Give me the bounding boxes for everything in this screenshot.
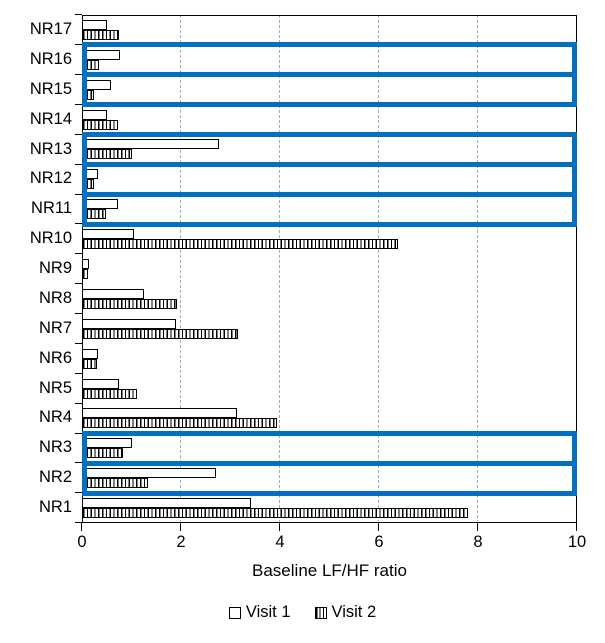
row-nr14 <box>82 105 577 135</box>
y-tick-9 <box>75 283 82 284</box>
y-tick-7 <box>75 223 82 224</box>
y-label-nr15: NR15 <box>29 79 72 98</box>
plot-area <box>82 15 577 523</box>
bar-visit1-nr14 <box>82 110 107 120</box>
y-tick-6 <box>75 194 82 195</box>
bar-visit2-nr8 <box>82 299 177 309</box>
row-nr3 <box>82 433 577 463</box>
y-label-nr10: NR10 <box>29 229 72 248</box>
bar-visit1-nr6 <box>82 349 98 359</box>
y-label-nr16: NR16 <box>29 49 72 68</box>
bar-visit1-nr7 <box>82 319 176 329</box>
row-nr2 <box>82 463 577 493</box>
bar-visit1-nr10 <box>82 229 134 239</box>
row-nr12 <box>82 164 577 194</box>
bar-visit1-nr1 <box>82 498 251 508</box>
y-label-nr8: NR8 <box>38 288 72 307</box>
bar-visit1-nr16 <box>82 50 120 60</box>
bar-visit2-nr6 <box>82 359 97 369</box>
bar-visit2-nr3 <box>82 448 123 458</box>
row-nr16 <box>82 45 577 75</box>
y-label-nr6: NR6 <box>38 348 72 367</box>
y-label-nr14: NR14 <box>29 109 72 128</box>
row-nr17 <box>82 15 577 45</box>
y-tick-2 <box>75 74 82 75</box>
y-label-nr3: NR3 <box>38 438 72 457</box>
bar-visit1-nr13 <box>82 139 219 149</box>
row-nr4 <box>82 403 577 433</box>
y-label-nr13: NR13 <box>29 139 72 158</box>
y-label-nr7: NR7 <box>38 318 72 337</box>
legend-label-visit2: Visit 2 <box>331 603 377 621</box>
y-tick-8 <box>75 253 82 254</box>
y-tick-16 <box>75 492 82 493</box>
legend-item-visit1 <box>229 603 291 622</box>
x-axis-title: Baseline LF/HF ratio <box>252 561 407 580</box>
x-tick-label-8: 8 <box>473 533 483 551</box>
x-tick-2 <box>180 523 181 531</box>
row-nr13 <box>82 135 577 165</box>
bar-visit2-nr7 <box>82 329 238 339</box>
y-label-nr11: NR11 <box>31 199 72 218</box>
row-nr7 <box>82 314 577 344</box>
x-tick-label-6: 6 <box>374 533 384 551</box>
row-nr10 <box>82 224 577 254</box>
x-tick-8 <box>477 523 478 531</box>
bar-visit2-nr15 <box>82 90 94 100</box>
y-label-nr2: NR2 <box>38 468 72 487</box>
y-tick-14 <box>75 433 82 434</box>
y-tick-10 <box>75 313 82 314</box>
y-tick-1 <box>75 44 82 45</box>
y-label-nr9: NR9 <box>38 259 72 278</box>
legend-item-visit2 <box>315 603 377 622</box>
y-label-nr5: NR5 <box>38 378 72 397</box>
bar-visit1-nr17 <box>82 20 107 30</box>
bar-visit1-nr3 <box>82 438 132 448</box>
y-tick-11 <box>75 343 82 344</box>
y-label-nr1: NR1 <box>38 498 72 517</box>
bar-visit1-nr5 <box>82 379 119 389</box>
row-nr5 <box>82 374 577 404</box>
bar-visit2-nr12 <box>82 179 94 189</box>
bar-visit2-nr13 <box>82 149 132 159</box>
bar-visit2-nr5 <box>82 389 137 399</box>
bar-visit2-nr2 <box>82 478 148 488</box>
bar-visit1-nr4 <box>82 408 237 418</box>
row-nr15 <box>82 75 577 105</box>
x-tick-0 <box>81 523 82 531</box>
x-tick-label-2: 2 <box>176 533 186 551</box>
y-tick-12 <box>75 373 82 374</box>
y-tick-0 <box>75 14 82 15</box>
bar-visit2-nr4 <box>82 418 277 428</box>
bar-visit2-nr14 <box>82 120 118 130</box>
visit1-swatch-icon <box>229 607 241 619</box>
bar-visit2-nr1 <box>82 508 468 518</box>
row-nr1 <box>82 493 577 523</box>
y-tick-13 <box>75 403 82 404</box>
row-nr9 <box>82 254 577 284</box>
y-tick-3 <box>75 104 82 105</box>
x-tick-4 <box>279 523 280 531</box>
y-label-nr12: NR12 <box>29 169 72 188</box>
bar-visit2-nr9 <box>82 269 88 279</box>
bar-visit1-nr2 <box>82 468 216 478</box>
row-nr8 <box>82 284 577 314</box>
legend-label-visit1: Visit 1 <box>245 603 291 621</box>
row-nr6 <box>82 344 577 374</box>
row-nr11 <box>82 194 577 224</box>
y-label-nr4: NR4 <box>38 408 72 427</box>
x-tick-6 <box>378 523 379 531</box>
bar-visit2-nr10 <box>82 239 398 249</box>
bar-visit1-nr11 <box>82 199 118 209</box>
x-tick-label-10: 10 <box>567 533 587 551</box>
bar-visit1-nr8 <box>82 289 144 299</box>
x-tick-10 <box>576 523 577 531</box>
bar-visit1-nr12 <box>82 169 98 179</box>
bar-visit2-nr17 <box>82 30 119 40</box>
x-tick-label-4: 4 <box>275 533 285 551</box>
x-tick-label-0: 0 <box>77 533 87 551</box>
y-label-nr17: NR17 <box>29 20 72 38</box>
bar-visit1-nr9 <box>82 259 89 269</box>
y-tick-15 <box>75 462 82 463</box>
bar-visit2-nr11 <box>82 209 106 219</box>
y-tick-5 <box>75 164 82 165</box>
bar-visit1-nr15 <box>82 80 111 90</box>
y-tick-4 <box>75 134 82 135</box>
bar-visit2-nr16 <box>82 60 99 70</box>
visit2-swatch-icon <box>315 607 327 619</box>
legend <box>0 603 605 622</box>
